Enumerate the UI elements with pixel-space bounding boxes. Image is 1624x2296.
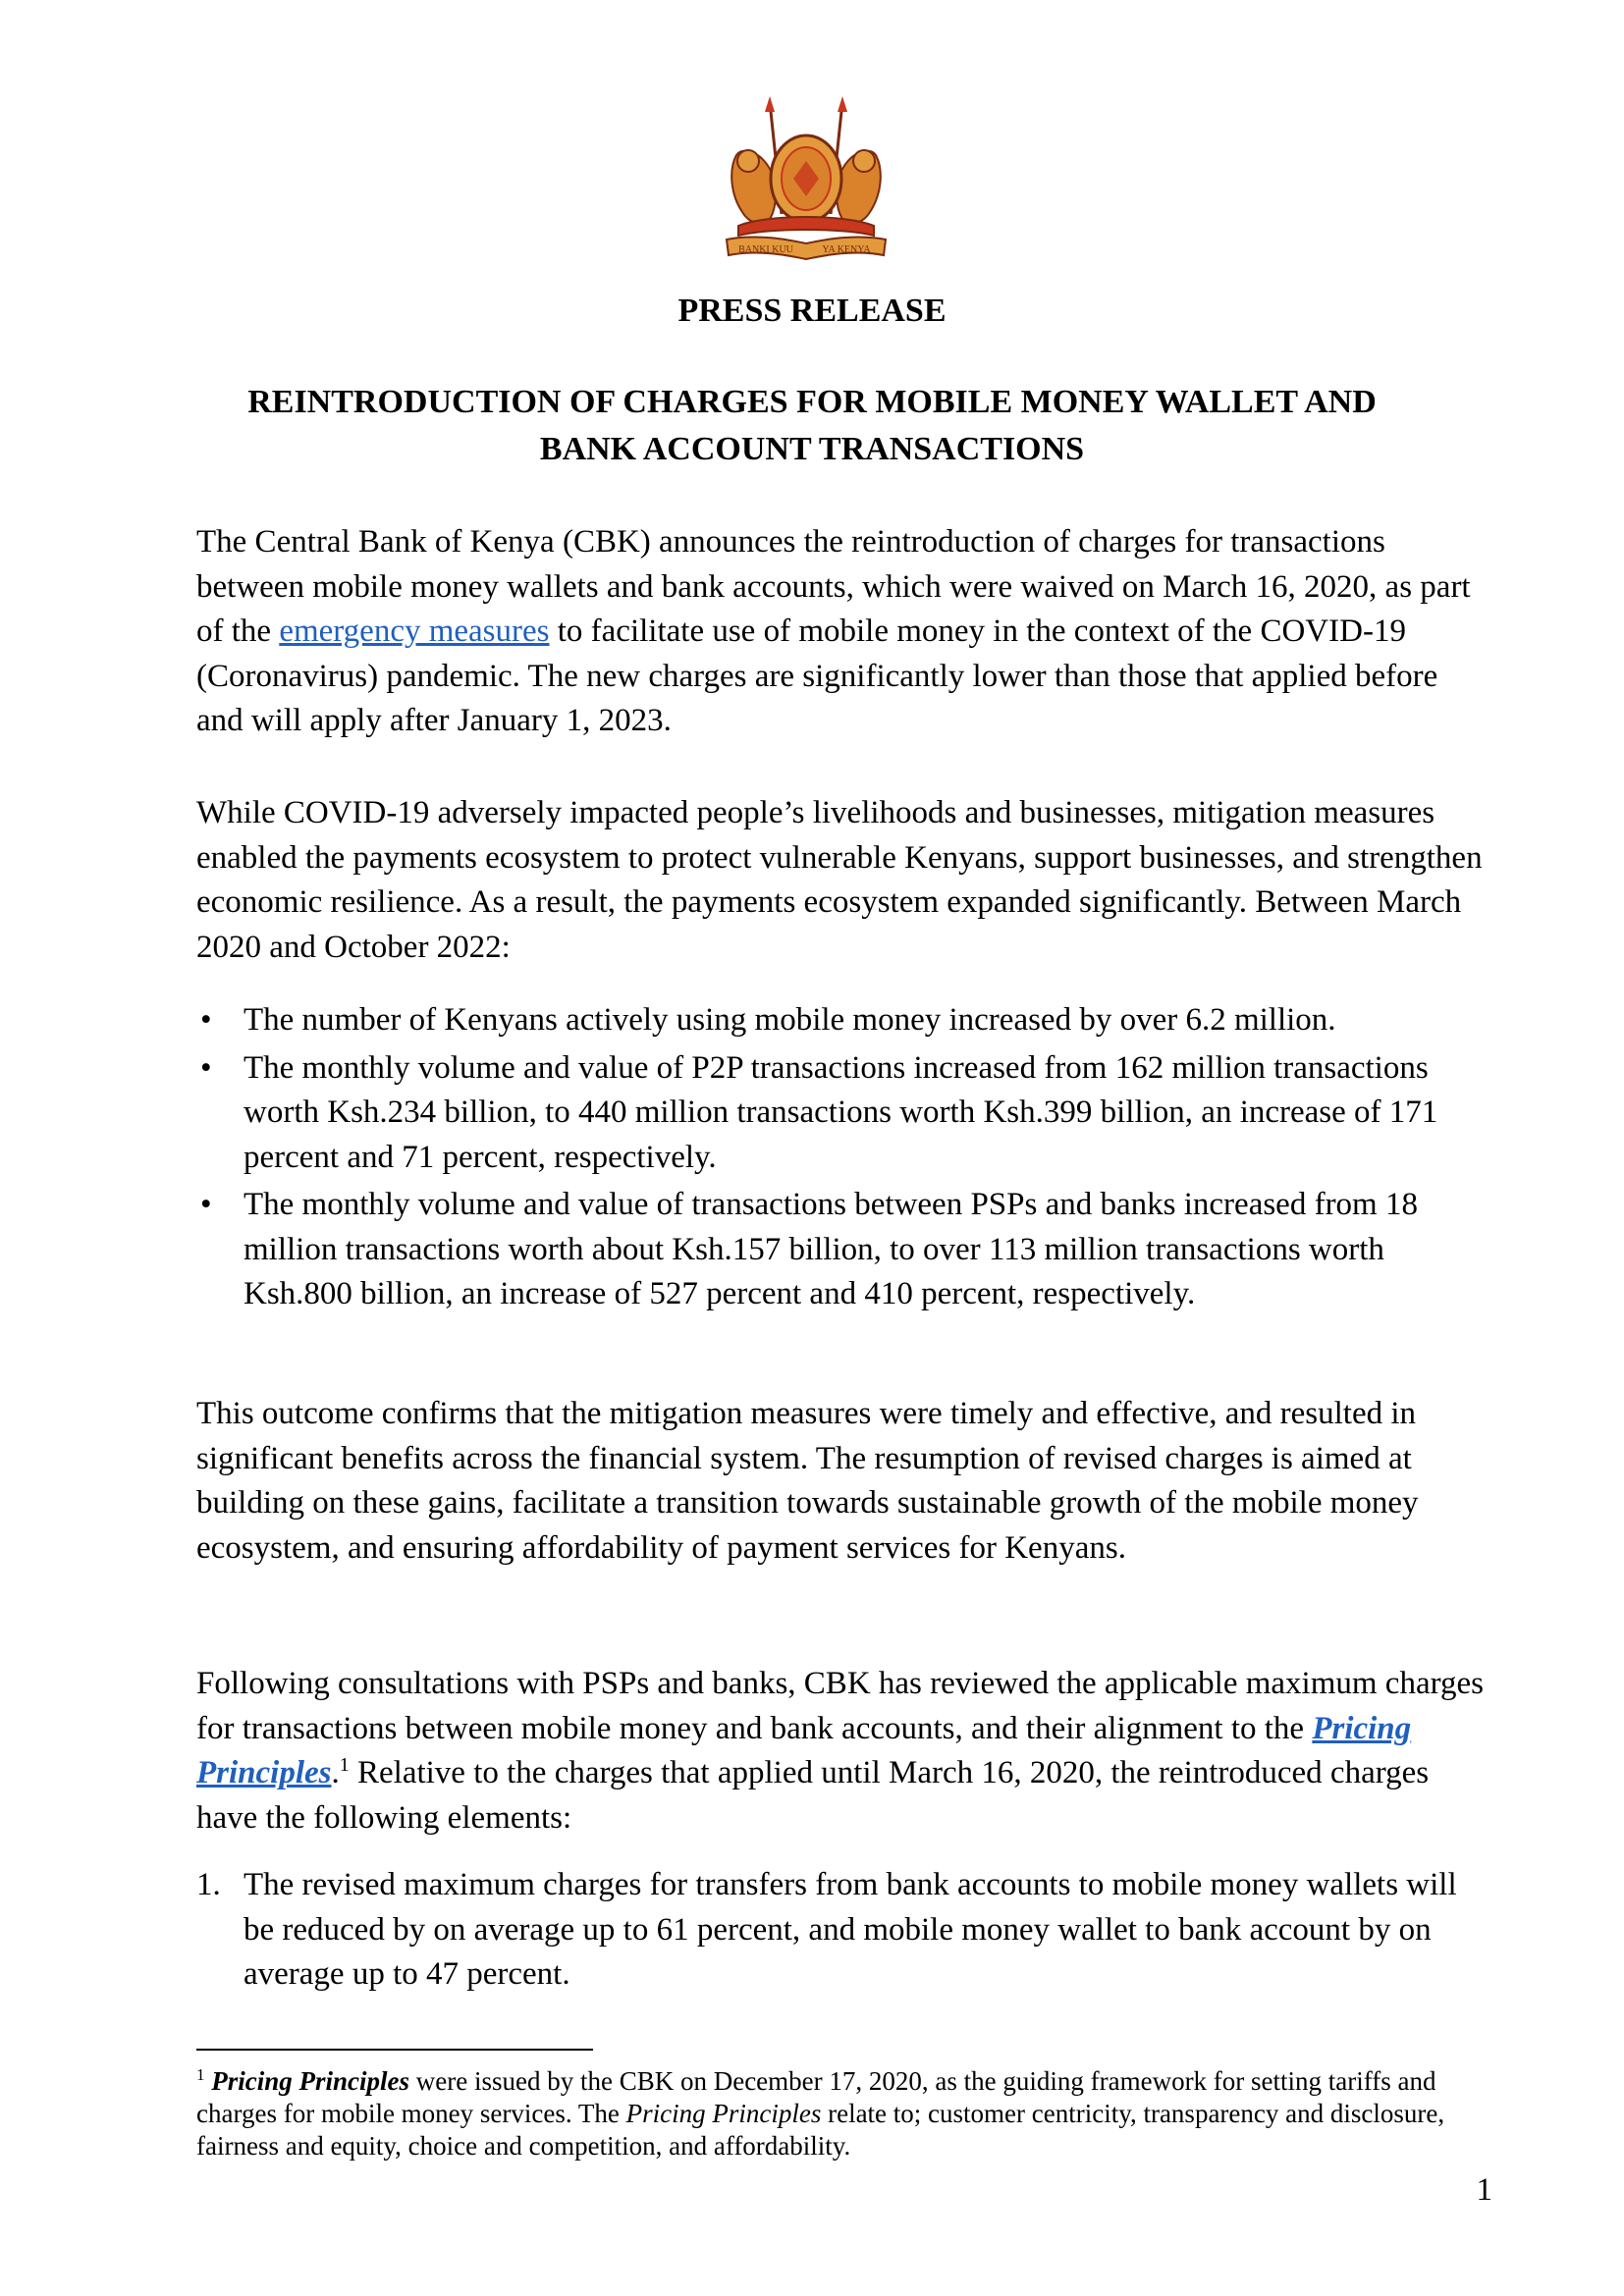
para4-text-before: Following consultations with PSPs and banks, CBK has reviewed the applicable maximum charges for transactions between mobile money and bank accounts, and their alignment to the — [196, 1666, 1484, 1746]
list-item — [196, 998, 1492, 1043]
footnote-divider — [196, 2049, 593, 2051]
logo-ribbon-left-text: BANKI KUU — [738, 244, 793, 255]
para1-text-before: The Central Bank of Kenya (CBK) announces the reintroduction of charges for transactions between mobile money wallets and bank accounts, which were waived on March 16, 2020, as part of the — [196, 524, 1471, 649]
pricing-principles-link[interactable]: Pricing Principles — [196, 1710, 1412, 1790]
press-release-heading: PRESS RELEASE — [677, 293, 947, 329]
footnote — [196, 2065, 1492, 2163]
bullet-icon: • — [200, 1187, 212, 1222]
numbered-item-text: The revised maximum charges for transfers from bank accounts to mobile money wallets will be reduced by on average up to 61 percent, and mobile money wallet to bank account by on average up to 47 percent. — [244, 1867, 1457, 1992]
paragraph-outcome: This outcome confirms that the mitigation measures were timely and effective, and resulted in significant benefits across the financial system. The resumption of revised charges is aimed at building on these gains, facilitate a transition towards sustainable growth of the mobile money ecosystem, and ensuring affordability of payment services for Kenyans. — [196, 1396, 1419, 1566]
para1-text-after: to facilitate use of mobile money in the context of the COVID-19 (Coronavirus) pandemic. The new charges are significantly lower than those that applied before and will apply after January 1, 2023. — [196, 614, 1438, 738]
statistics-bullet-list — [196, 998, 1492, 1320]
footnote-text-1: were issued by the CBK on December 17, 2020, as the guiding framework for setting tariffs and charges for mobile money services. The — [196, 2066, 1436, 2128]
emergency-measures-link[interactable]: emergency measures — [279, 614, 550, 649]
paragraph-announcement — [196, 520, 1492, 744]
footnote-bold-term: Pricing Principles — [211, 2066, 409, 2096]
bullet-icon: • — [200, 1049, 212, 1086]
list-item — [196, 1183, 1492, 1317]
list-number: 1. — [196, 1867, 221, 1902]
paragraph-consultations — [196, 1662, 1492, 1841]
footnote-text-2: relate to; customer centricity, transparency and disclosure, fairness and equity, choice and competition, and affordability. — [196, 2099, 1445, 2161]
list-item — [196, 1046, 1492, 1181]
bullet-text: The number of Kenyans actively using mobile money increased by over 6.2 million. — [244, 1002, 1336, 1038]
footnote-reference[interactable]: 1 — [339, 1754, 350, 1776]
charges-numbered-list — [196, 1863, 1492, 1998]
footnote-italic-term: Pricing Principles — [625, 2099, 822, 2128]
page-number: 1 — [1476, 2172, 1492, 2208]
title-line-1: REINTRODUCTION OF CHARGES FOR MOBILE MONEY WALLET AND — [247, 384, 1377, 420]
paragraph-covid-impact: While COVID-19 adversely impacted people’s livelihoods and businesses, mitigation measures enabled the payments ecosystem to protect vulnerable Kenyans, support businesses, and strengthen economic resilience. As a result, the payments ecosystem expanded significantly. Between March 2020 and October 2022: — [196, 795, 1483, 965]
bullet-text: The monthly volume and value of P2P transactions increased from 162 million transactions worth Ksh.234 billion, to 440 million transactions worth Ksh.399 billion, an increase of 171 percent and 71 percent, respectively. — [244, 1049, 1438, 1175]
title-line-2: BANK ACCOUNT TRANSACTIONS — [539, 431, 1085, 467]
para4-text-after: Relative to the charges that applied until March 16, 2020, the reintroduced charges have the following elements: — [196, 1755, 1430, 1836]
list-item — [196, 1863, 1492, 1998]
para4-period: . — [331, 1755, 340, 1790]
footnote-number: 1 — [196, 2065, 205, 2084]
cbk-coat-of-arms-logo — [719, 96, 893, 261]
logo-ribbon-right-text: YA KENYA — [822, 244, 871, 255]
bullet-icon: • — [200, 1002, 212, 1038]
document-title — [196, 379, 1428, 473]
bullet-text: The monthly volume and value of transactions between PSPs and banks increased from 18 million transactions worth about Ksh.157 billion, to over 113 million transactions worth Ksh.800 billion, an increase of 527 percent and 410 percent, respectively. — [244, 1187, 1418, 1311]
